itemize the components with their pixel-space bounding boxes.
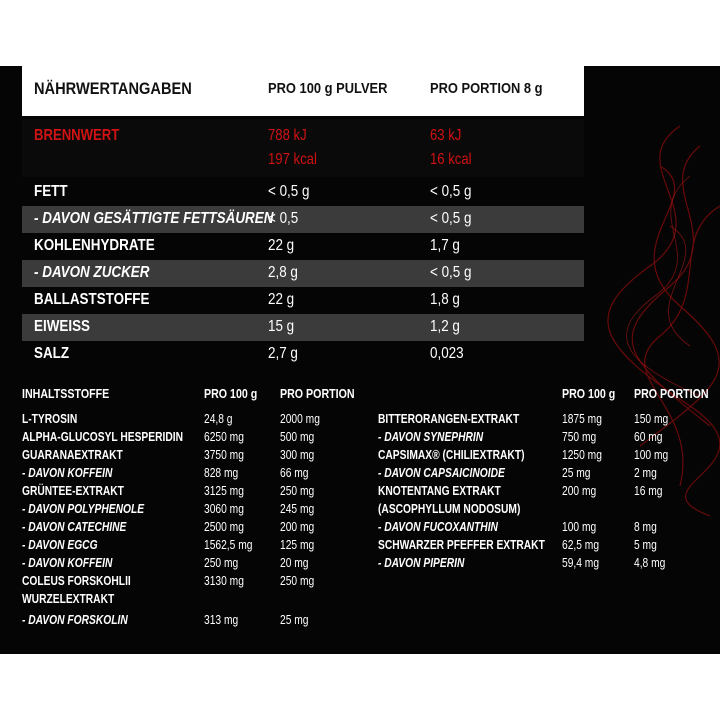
column-header-per-portion: PRO PORTION 8 g [430, 80, 543, 97]
ingredient-label: - DAVON SYNEPHRIN [378, 430, 484, 444]
nutrient-row [22, 341, 584, 368]
ingredients-heading: INHALTSSTOFFE [22, 386, 110, 401]
ingredient-label: COLEUS FORSKOHLII [22, 574, 131, 588]
nutrient-value-per-100g: 15 g [268, 318, 295, 335]
ingredients-right-col-per-portion: PRO PORTION [634, 386, 709, 401]
nutrient-value-per-portion: 1,8 g [430, 291, 460, 308]
nutrient-label: SALZ [34, 345, 70, 362]
ingredient-value-per-portion: 66 mg [280, 466, 309, 480]
ingredient-value-per-portion: 100 mg [634, 448, 669, 462]
ingredient-value-per-100g: 100 mg [562, 520, 597, 534]
ingredient-value-per-100g: 1562,5 mg [204, 538, 253, 552]
ingredient-label: - DAVON FORSKOLIN [22, 613, 128, 627]
ingredient-value-per-portion: 250 mg [280, 484, 315, 498]
energy-kj-per-100g: 788 kJ [268, 127, 307, 144]
nutrition-panel [0, 66, 720, 654]
ingredient-label: GUARANAEXTRAKT [22, 448, 123, 462]
ingredient-label: GRÜNTEE-EXTRAKT [22, 484, 124, 498]
ingredient-value-per-portion: 200 mg [280, 520, 315, 534]
ingredient-label: - DAVON KOFFEIN [22, 556, 113, 570]
ingredients-left-col-per-100g: PRO 100 g [204, 386, 258, 401]
ingredient-value-per-100g: 62,5 mg [562, 538, 600, 552]
ingredient-label: BITTERORANGEN-EXTRAKT [378, 412, 520, 426]
nutrient-row [22, 287, 584, 314]
ingredient-label: L-TYROSIN [22, 412, 78, 426]
ingredient-value-per-portion: 250 mg [280, 574, 315, 588]
ingredient-value-per-100g: 6250 mg [204, 430, 244, 444]
ingredient-value-per-portion: 125 mg [280, 538, 315, 552]
ingredient-value-per-100g: 24,8 g [204, 412, 233, 426]
energy-kcal-per-100g: 197 kcal [268, 151, 317, 168]
ingredient-label: - DAVON EGCG [22, 538, 98, 552]
nutrient-value-per-portion: 1,7 g [430, 237, 460, 254]
nutrient-value-per-portion: 1,2 g [430, 318, 460, 335]
ingredient-label: KNOTENTANG EXTRAKT [378, 484, 501, 498]
nutrient-value-per-100g: 2,7 g [268, 345, 298, 362]
ingredient-value-per-portion: 60 mg [634, 430, 663, 444]
nutrient-value-per-portion: < 0,5 g [430, 210, 472, 227]
ingredient-value-per-100g: 3130 mg [204, 574, 244, 588]
nutrient-label: - DAVON GESÄTTIGTE FETTSÄUREN [34, 210, 274, 227]
ingredient-label: - DAVON CAPSAICINOIDE [378, 466, 505, 480]
ingredient-value-per-portion: 245 mg [280, 502, 315, 516]
ingredient-value-per-portion: 20 mg [280, 556, 309, 570]
ingredient-value-per-100g: 200 mg [562, 484, 597, 498]
ingredient-label: - DAVON FUCOXANTHIN [378, 520, 498, 534]
ingredient-label: - DAVON KOFFEIN [22, 466, 113, 480]
ingredient-value-per-100g: 828 mg [204, 466, 239, 480]
nutrient-row [22, 260, 584, 287]
nutrient-value-per-100g: < 0,5 g [268, 183, 310, 200]
ingredient-label: - DAVON CATECHINE [22, 520, 127, 534]
ingredient-value-per-100g: 750 mg [562, 430, 597, 444]
nutrient-row [22, 314, 584, 341]
ingredient-value-per-100g: 25 mg [562, 466, 591, 480]
nutrient-value-per-100g: < 0,5 [268, 210, 299, 227]
nutrient-row [22, 206, 584, 233]
nutrient-value-per-100g: 22 g [268, 237, 295, 254]
ingredient-value-per-100g: 1875 mg [562, 412, 602, 426]
nutrient-value-per-portion: < 0,5 g [430, 183, 472, 200]
ingredient-value-per-100g: 3125 mg [204, 484, 244, 498]
energy-kcal-per-portion: 16 kcal [430, 151, 472, 168]
nutrient-value-per-portion: < 0,5 g [430, 264, 472, 281]
ingredient-value-per-portion: 4,8 mg [634, 556, 666, 570]
nutrient-label: FETT [34, 183, 68, 200]
nutrient-value-per-100g: 2,8 g [268, 264, 298, 281]
red-smoke-decoration [560, 106, 720, 526]
table-header [22, 66, 584, 116]
ingredient-value-per-portion: 150 mg [634, 412, 669, 426]
ingredient-value-per-100g: 313 mg [204, 613, 239, 627]
ingredient-label: - DAVON PIPERIN [378, 556, 465, 570]
nutrient-label: EIWEISS [34, 318, 91, 335]
ingredients-left-col-per-portion: PRO PORTION [280, 386, 355, 401]
nutrient-row [22, 179, 584, 206]
ingredient-label: WURZELEXTRAKT [22, 592, 115, 606]
ingredient-value-per-100g: 1250 mg [562, 448, 602, 462]
ingredient-value-per-portion: 16 mg [634, 484, 663, 498]
ingredient-value-per-portion: 2000 mg [280, 412, 320, 426]
energy-row [22, 119, 584, 177]
ingredient-label: - DAVON POLYPHENOLE [22, 502, 145, 516]
nutrient-row [22, 233, 584, 260]
ingredient-value-per-portion: 2 mg [634, 466, 657, 480]
ingredient-value-per-100g: 3750 mg [204, 448, 244, 462]
ingredient-value-per-100g: 59,4 mg [562, 556, 600, 570]
ingredient-value-per-100g: 3060 mg [204, 502, 244, 516]
ingredient-value-per-portion: 25 mg [280, 613, 309, 627]
nutrient-label: BALLASTSTOFFE [34, 291, 150, 308]
ingredient-value-per-100g: 2500 mg [204, 520, 244, 534]
ingredients-right-col-per-100g: PRO 100 g [562, 386, 616, 401]
ingredient-value-per-portion: 500 mg [280, 430, 315, 444]
ingredient-label: CAPSIMAX® (CHILIEXTRAKT) [378, 448, 525, 462]
nutrient-label: KOHLENHYDRATE [34, 237, 155, 254]
ingredient-value-per-100g: 250 mg [204, 556, 239, 570]
ingredient-value-per-portion: 5 mg [634, 538, 657, 552]
energy-label: BRENNWERT [34, 127, 120, 144]
ingredient-label: (ASCOPHYLLUM NODOSUM) [378, 502, 521, 516]
nutrient-value-per-portion: 0,023 [430, 345, 464, 362]
energy-kj-per-portion: 63 kJ [430, 127, 462, 144]
nutrient-label: - DAVON ZUCKER [34, 264, 150, 281]
column-header-per-100g: PRO 100 g PULVER [268, 80, 388, 97]
ingredient-value-per-portion: 300 mg [280, 448, 315, 462]
ingredient-value-per-portion: 8 mg [634, 520, 657, 534]
ingredient-label: SCHWARZER PFEFFER EXTRAKT [378, 538, 545, 552]
table-title: NÄHRWERTANGABEN [34, 79, 192, 98]
ingredient-label: ALPHA-GLUCOSYL HESPERIDIN [22, 430, 183, 444]
nutrient-value-per-100g: 22 g [268, 291, 295, 308]
